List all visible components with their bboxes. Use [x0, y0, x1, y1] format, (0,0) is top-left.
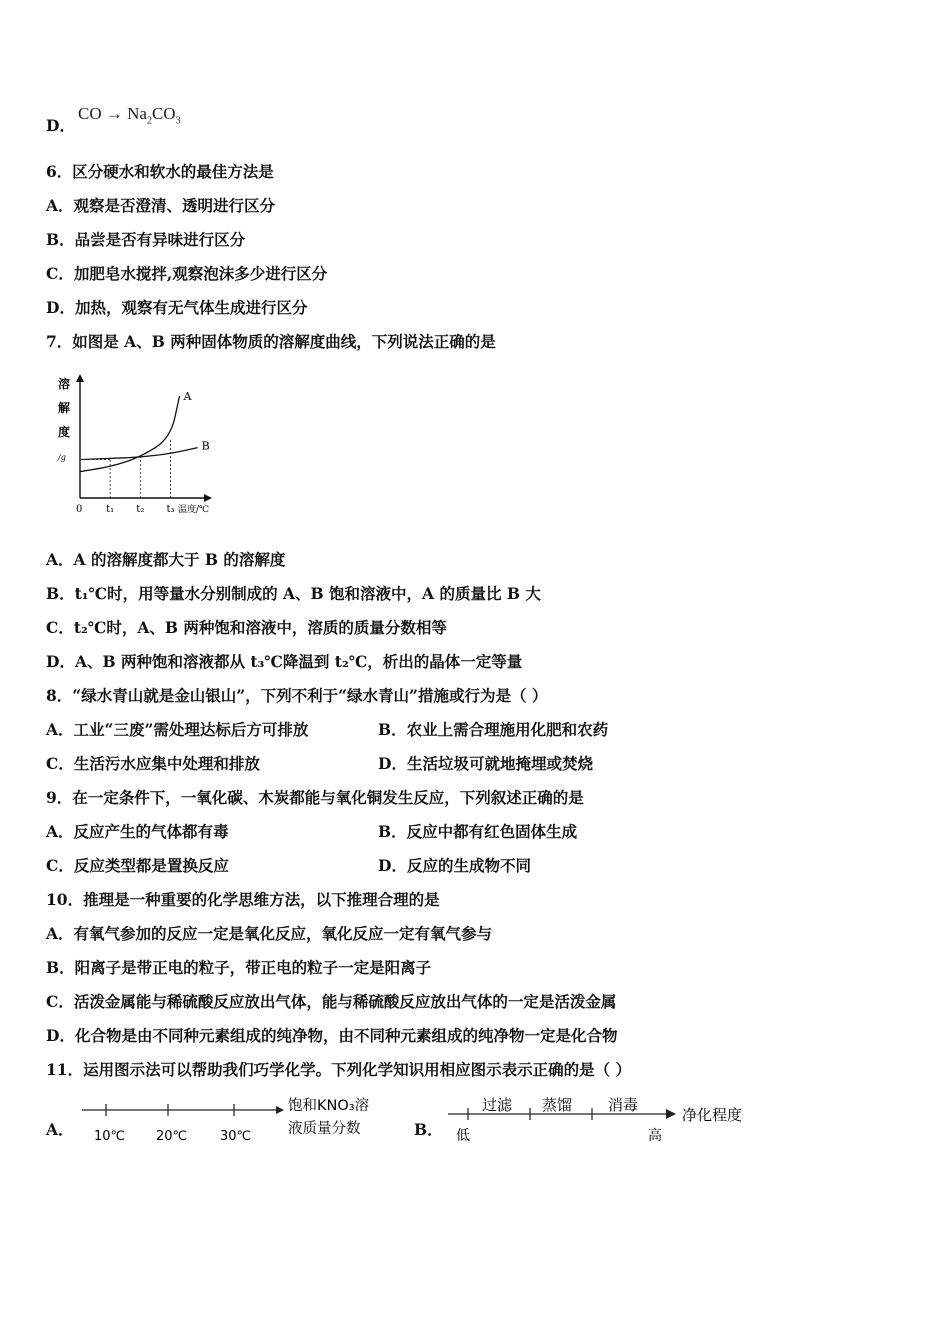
q8-option-c: C．生活污水应集中处理和排放 — [46, 754, 260, 773]
q8-option-b: B．农业上需合理施用化肥和农药 — [378, 720, 609, 739]
q8-option-a: A．工业“三废”需处理达标后方可排放 — [46, 720, 309, 739]
series-a-curve — [80, 396, 180, 472]
q11-option-b-label: B． — [414, 1120, 443, 1139]
x-tick-label-1: t₁ — [106, 504, 115, 515]
q9-option-d: D．反应的生成物不同 — [378, 856, 531, 875]
option-a-tick-label-3: 30℃ — [220, 1129, 252, 1144]
y-label-char-3: 度 — [58, 425, 71, 439]
q8-option-d: D．生活垃圾可就地掩埋或焚烧 — [378, 754, 593, 773]
option-a-tick-label-1: 10℃ — [94, 1129, 126, 1144]
q9-option-c: C．反应类型都是置换反应 — [46, 856, 229, 875]
solubility-chart — [50, 370, 230, 520]
q7-option-c: C．t₂℃时，A、B 两种饱和溶液中，溶质的质量分数相等 — [46, 618, 447, 637]
q7-option-b: B．t₁℃时，用等量水分别制成的 A、B 饱和溶液中，A 的质量比 B 大 — [46, 584, 541, 603]
x-tick-labels — [76, 504, 174, 515]
q10-option-d: D．化合物是由不同种元素组成的纯净物，由不同种元素组成的纯净物一定是化合物 — [46, 1026, 618, 1045]
option-b-low-label: 低 — [456, 1128, 470, 1144]
q5-option-d-formula — [78, 104, 181, 126]
q7-option-a: A．A 的溶解度都大于 B 的溶解度 — [46, 550, 286, 569]
formula-na: Na — [127, 104, 147, 123]
x-axis-label: 温度/℃ — [178, 505, 210, 515]
q10-option-a: A．有氧气参加的反应一定是氧化反应，氧化反应一定有氧气参与 — [46, 924, 493, 943]
q9-option-a: A．反应产生的气体都有毒 — [46, 822, 229, 841]
y-label-char-4: /g — [58, 453, 66, 462]
x-tick-label-0: 0 — [76, 504, 83, 515]
series-b-label: B — [201, 439, 210, 453]
option-b-high-label: 高 — [648, 1128, 662, 1144]
q8-stem: 8．“绿水青山就是金山银山”，下列不利于“绿水青山”措施或行为是（ ） — [46, 686, 548, 705]
option-b-axis-label: 净化程度 — [682, 1106, 743, 1124]
q11-option-a-diagram — [78, 1094, 398, 1148]
q6-stem: 6．区分硬水和软水的最佳方法是 — [46, 162, 274, 181]
q11-option-a-label: A． — [46, 1120, 74, 1139]
q11-stem: 11．运用图示法可以帮助我们巧学化学。下列化学知识用相应图示表示正确的是（ ） — [46, 1060, 631, 1079]
q6-option-c: C．加肥皂水搅拌,观察泡沫多少进行区分 — [46, 264, 328, 283]
option-a-tick-label-2: 20℃ — [156, 1129, 188, 1144]
q7-stem: 7．如图是 A、B 两种固体物质的溶解度曲线，下列说法正确的是 — [46, 332, 496, 351]
series-b-curve — [80, 448, 198, 460]
option-b-segment-2: 蒸馏 — [542, 1096, 573, 1114]
q7-option-d: D．A、B 两种饱和溶液都从 t₃℃降温到 t₂℃，析出的晶体一定等量 — [46, 652, 523, 671]
q6-option-a: A．观察是否澄清、透明进行区分 — [46, 196, 276, 215]
q9-stem: 9．在一定条件下，一氧化碳、木炭都能与氧化铜发生反应，下列叙述正确的是 — [46, 788, 584, 807]
series-a-label: A — [183, 390, 192, 403]
q9-option-b: B．反应中都有红色固体生成 — [378, 822, 578, 841]
q11-option-b-diagram — [446, 1094, 766, 1148]
x-tick-label-3: t₃ — [166, 504, 175, 515]
formula-co-2: CO — [151, 104, 176, 123]
option-a-axis-label-line2: 液质量分数 — [288, 1121, 361, 1137]
q10-stem: 10．推理是一种重要的化学思维方法，以下推理合理的是 — [46, 890, 440, 909]
x-tick-label-2: t₂ — [136, 504, 145, 515]
option-b-segment-1: 过滤 — [482, 1096, 513, 1114]
formula-sub-3: 3 — [175, 115, 181, 127]
option-b-axis-arrow — [666, 1109, 676, 1119]
y-label-char-2: 解 — [58, 401, 71, 415]
formula-co: CO — [78, 104, 102, 123]
option-b-segment-3: 消毒 — [608, 1096, 639, 1114]
q10-option-c: C．活泼金属能与稀硫酸反应放出气体，能与稀硫酸反应放出气体的一定是活泼金属 — [46, 992, 617, 1011]
x-axis-arrow — [204, 494, 212, 502]
option-a-axis-label-line1: 饱和KNO₃溶 — [288, 1098, 370, 1114]
option-a-axis-arrow — [276, 1106, 284, 1114]
q6-option-b: B．品尝是否有异味进行区分 — [46, 230, 246, 249]
formula-sub-2: 2 — [146, 115, 152, 127]
formula-arrow: → — [105, 104, 123, 123]
q6-option-d: D．加热，观察有无气体生成进行区分 — [46, 298, 308, 317]
y-axis-arrow — [76, 374, 84, 382]
y-label-char-1: 溶 — [58, 377, 71, 391]
q5-option-d-label: D． — [46, 116, 75, 135]
q10-option-b: B．阳离子是带正电的粒子，带正电的粒子一定是阳离子 — [46, 958, 432, 977]
